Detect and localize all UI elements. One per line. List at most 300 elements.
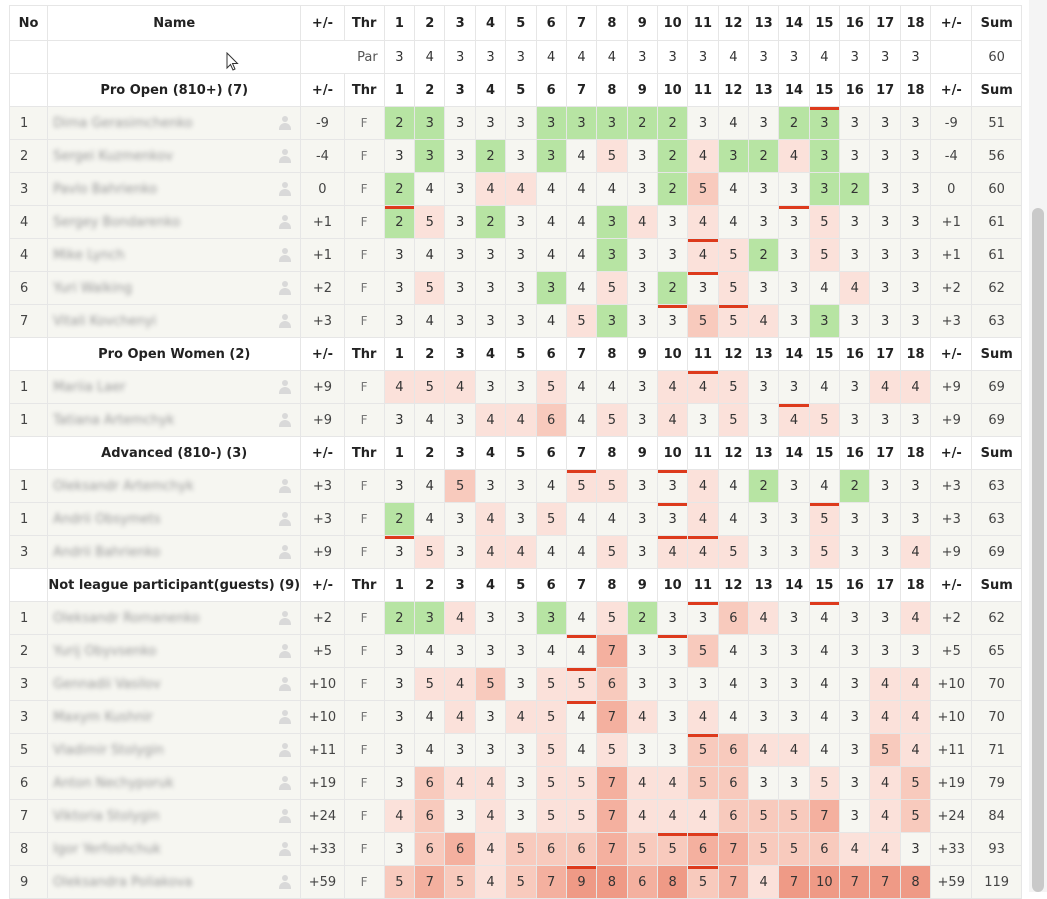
player-thr: F bbox=[344, 371, 384, 404]
table-row[interactable] bbox=[10, 734, 1022, 767]
hole-score-18: 3 bbox=[900, 173, 930, 206]
player-name[interactable]: Sergei Kuzmenkov bbox=[53, 148, 173, 164]
hole-score-13: 3 bbox=[749, 503, 779, 536]
table-row[interactable] bbox=[10, 602, 1022, 635]
avatar-body bbox=[279, 189, 291, 196]
hole-score-3: 5 bbox=[445, 866, 475, 899]
results-body bbox=[10, 6, 1022, 899]
player-name[interactable]: Oleksandr Artemchyk bbox=[53, 478, 194, 494]
player-plusminus-total: +1 bbox=[931, 206, 972, 239]
user-avatar-icon bbox=[278, 710, 292, 724]
avatar-body bbox=[279, 684, 291, 691]
hole-score-6: 5 bbox=[536, 734, 566, 767]
hole-header-12: 12 bbox=[718, 338, 748, 371]
hole-score-15: 3 bbox=[809, 140, 839, 173]
hole-header-11: 11 bbox=[688, 74, 718, 107]
player-sum: 60 bbox=[972, 173, 1022, 206]
hole-score-18: 5 bbox=[900, 767, 930, 800]
hole-score-6: 5 bbox=[536, 800, 566, 833]
hole-header-6: 6 bbox=[536, 6, 566, 41]
avatar-head bbox=[282, 413, 288, 419]
table-row[interactable] bbox=[10, 536, 1022, 569]
hole-header-4: 4 bbox=[475, 74, 505, 107]
user-avatar-icon bbox=[278, 149, 292, 163]
hole-score-7: 6 bbox=[566, 833, 596, 866]
hole-score-17: 3 bbox=[870, 503, 900, 536]
hole-score-9: 3 bbox=[627, 503, 657, 536]
hole-score-9: 3 bbox=[627, 668, 657, 701]
hole-score-13: 4 bbox=[749, 734, 779, 767]
hole-score-5: 3 bbox=[506, 800, 536, 833]
table-row[interactable] bbox=[10, 239, 1022, 272]
hole-score-6: 3 bbox=[536, 107, 566, 140]
player-plusminus: +9 bbox=[301, 536, 344, 569]
hole-header-2: 2 bbox=[415, 74, 445, 107]
player-name-cell[interactable] bbox=[48, 866, 301, 899]
hole-score-3: 3 bbox=[445, 734, 475, 767]
player-name-cell[interactable] bbox=[48, 371, 301, 404]
hole-score-3: 3 bbox=[445, 239, 475, 272]
avatar-body bbox=[279, 420, 291, 427]
player-rank: 1 bbox=[10, 107, 48, 140]
hole-score-12: 4 bbox=[718, 470, 748, 503]
player-plusminus-total: +59 bbox=[931, 866, 972, 899]
hole-score-10: 5 bbox=[657, 833, 687, 866]
hole-score-14: 3 bbox=[779, 206, 809, 239]
hole-score-13: 3 bbox=[749, 173, 779, 206]
player-thr: F bbox=[344, 107, 384, 140]
hole-score-13: 2 bbox=[749, 140, 779, 173]
player-name-cell[interactable] bbox=[48, 140, 301, 173]
hole-score-17: 3 bbox=[870, 602, 900, 635]
hole-score-8: 3 bbox=[597, 239, 627, 272]
hole-score-18: 3 bbox=[900, 833, 930, 866]
avatar-body bbox=[279, 651, 291, 658]
hole-score-16: 3 bbox=[840, 404, 870, 437]
hole-score-7: 9 bbox=[566, 866, 596, 899]
hole-score-18: 3 bbox=[900, 239, 930, 272]
division-header-row bbox=[10, 569, 1022, 602]
player-name-cell[interactable] bbox=[48, 272, 301, 305]
hole-header-11: 11 bbox=[688, 6, 718, 41]
player-name[interactable]: Anton Nechyporuk bbox=[53, 775, 174, 791]
avatar-head bbox=[282, 611, 288, 617]
player-plusminus: +2 bbox=[301, 602, 344, 635]
hole-score-18: 3 bbox=[900, 140, 930, 173]
hole-score-7: 4 bbox=[566, 734, 596, 767]
player-name[interactable]: Gennadii Vasilov bbox=[53, 676, 161, 692]
table-row[interactable] bbox=[10, 173, 1022, 206]
hole-score-10: 3 bbox=[657, 602, 687, 635]
player-name-cell[interactable] bbox=[48, 404, 301, 437]
par-blank-cell bbox=[10, 41, 48, 74]
hole-score-3: 6 bbox=[445, 833, 475, 866]
scrollbar-thumb[interactable] bbox=[1032, 208, 1044, 892]
hole-score-11: 3 bbox=[688, 404, 718, 437]
hole-score-12: 6 bbox=[718, 602, 748, 635]
hole-score-12: 5 bbox=[718, 371, 748, 404]
par-hole-16: 3 bbox=[840, 41, 870, 74]
hole-header-3: 3 bbox=[445, 74, 475, 107]
table-row[interactable] bbox=[10, 371, 1022, 404]
hole-header-9: 9 bbox=[627, 569, 657, 602]
hole-score-2: 4 bbox=[415, 470, 445, 503]
hole-score-10: 3 bbox=[657, 470, 687, 503]
table-row[interactable] bbox=[10, 800, 1022, 833]
division-blank-cell bbox=[10, 437, 48, 470]
hole-score-7: 4 bbox=[566, 272, 596, 305]
avatar-head bbox=[282, 842, 288, 848]
hole-score-14: 4 bbox=[779, 734, 809, 767]
hole-header-12: 12 bbox=[718, 6, 748, 41]
hole-score-10: 3 bbox=[657, 305, 687, 338]
player-name-cell[interactable] bbox=[48, 470, 301, 503]
hole-score-15: 5 bbox=[809, 239, 839, 272]
par-blank-cell bbox=[48, 41, 301, 74]
avatar-body bbox=[279, 222, 291, 229]
hole-header-1: 1 bbox=[384, 74, 414, 107]
player-sum: 69 bbox=[972, 536, 1022, 569]
player-sum: 71 bbox=[972, 734, 1022, 767]
hole-score-9: 2 bbox=[627, 107, 657, 140]
player-plusminus-total: +10 bbox=[931, 701, 972, 734]
player-name-cell[interactable] bbox=[48, 602, 301, 635]
hole-score-11: 4 bbox=[688, 470, 718, 503]
player-thr: F bbox=[344, 833, 384, 866]
hole-score-8: 5 bbox=[597, 536, 627, 569]
player-name-cell[interactable] bbox=[48, 800, 301, 833]
hole-score-2: 3 bbox=[415, 140, 445, 173]
player-name-cell[interactable] bbox=[48, 767, 301, 800]
table-row[interactable] bbox=[10, 470, 1022, 503]
hole-header-13: 13 bbox=[749, 338, 779, 371]
hole-header-18: 18 bbox=[900, 74, 930, 107]
par-hole-11: 3 bbox=[688, 41, 718, 74]
hole-score-7: 4 bbox=[566, 140, 596, 173]
hole-score-10: 4 bbox=[657, 536, 687, 569]
hole-score-17: 3 bbox=[870, 173, 900, 206]
table-row[interactable] bbox=[10, 767, 1022, 800]
hole-score-6: 6 bbox=[536, 404, 566, 437]
col-plusminus-header: +/- bbox=[301, 437, 344, 470]
player-name-cell[interactable] bbox=[48, 305, 301, 338]
hole-header-2: 2 bbox=[415, 437, 445, 470]
hole-score-7: 4 bbox=[566, 371, 596, 404]
hole-header-7: 7 bbox=[566, 569, 596, 602]
hole-score-8: 3 bbox=[597, 206, 627, 239]
player-name-cell[interactable] bbox=[48, 239, 301, 272]
player-plusminus: +11 bbox=[301, 734, 344, 767]
table-row[interactable] bbox=[10, 503, 1022, 536]
table-row[interactable] bbox=[10, 206, 1022, 239]
hole-score-12: 4 bbox=[718, 668, 748, 701]
hole-score-2: 5 bbox=[415, 371, 445, 404]
hole-score-4: 3 bbox=[475, 635, 505, 668]
player-name[interactable]: Yuri Walking bbox=[53, 280, 133, 296]
player-name[interactable]: Maxym Kushnir bbox=[53, 709, 153, 725]
hole-header-11: 11 bbox=[688, 437, 718, 470]
hole-score-13: 5 bbox=[749, 800, 779, 833]
hole-score-3: 3 bbox=[445, 305, 475, 338]
hole-score-16: 3 bbox=[840, 668, 870, 701]
hole-score-5: 5 bbox=[506, 833, 536, 866]
hole-score-9: 3 bbox=[627, 371, 657, 404]
division-blank-cell bbox=[10, 338, 48, 371]
col-sum-header: Sum bbox=[972, 569, 1022, 602]
hole-score-4: 3 bbox=[475, 470, 505, 503]
hole-score-12: 5 bbox=[718, 404, 748, 437]
hole-score-4: 4 bbox=[475, 503, 505, 536]
hole-header-17: 17 bbox=[870, 338, 900, 371]
hole-score-8: 5 bbox=[597, 734, 627, 767]
hole-score-6: 5 bbox=[536, 767, 566, 800]
hole-score-4: 4 bbox=[475, 767, 505, 800]
hole-header-18: 18 bbox=[900, 6, 930, 41]
hole-score-15: 3 bbox=[809, 173, 839, 206]
player-thr: F bbox=[344, 272, 384, 305]
hole-score-1: 2 bbox=[384, 107, 414, 140]
par-hole-18: 3 bbox=[900, 41, 930, 74]
hole-score-4: 3 bbox=[475, 239, 505, 272]
hole-score-7: 5 bbox=[566, 668, 596, 701]
hole-score-16: 3 bbox=[840, 239, 870, 272]
hole-score-4: 4 bbox=[475, 536, 505, 569]
col-thr-header: Thr bbox=[344, 338, 384, 371]
hole-score-9: 3 bbox=[627, 173, 657, 206]
hole-score-9: 3 bbox=[627, 470, 657, 503]
player-name[interactable]: Tatiana Artemchyk bbox=[53, 412, 175, 428]
hole-score-12: 4 bbox=[718, 635, 748, 668]
player-rank: 1 bbox=[10, 470, 48, 503]
player-name[interactable]: Andrii Obsymets bbox=[53, 511, 161, 527]
player-plusminus: -4 bbox=[301, 140, 344, 173]
hole-score-18: 4 bbox=[900, 701, 930, 734]
player-thr: F bbox=[344, 767, 384, 800]
hole-score-15: 4 bbox=[809, 734, 839, 767]
avatar-body bbox=[279, 618, 291, 625]
player-name[interactable]: Oleksandr Romanenko bbox=[53, 610, 200, 626]
hole-score-5: 3 bbox=[506, 239, 536, 272]
hole-score-18: 3 bbox=[900, 635, 930, 668]
player-plusminus-total: +9 bbox=[931, 404, 972, 437]
player-name-cell[interactable] bbox=[48, 107, 301, 140]
hole-header-13: 13 bbox=[749, 569, 779, 602]
hole-score-12: 5 bbox=[718, 239, 748, 272]
player-name[interactable]: Mariia Laer bbox=[53, 379, 126, 395]
table-row[interactable] bbox=[10, 305, 1022, 338]
hole-score-7: 5 bbox=[566, 800, 596, 833]
player-name[interactable]: Pavlo Bahrienko bbox=[53, 181, 158, 197]
hole-score-18: 5 bbox=[900, 800, 930, 833]
player-name[interactable]: Sergey Bondarenko bbox=[53, 214, 181, 230]
hole-score-12: 4 bbox=[718, 206, 748, 239]
player-thr: F bbox=[344, 635, 384, 668]
player-name-cell[interactable] bbox=[48, 635, 301, 668]
hole-score-4: 5 bbox=[475, 668, 505, 701]
player-name-cell[interactable] bbox=[48, 668, 301, 701]
hole-score-10: 3 bbox=[657, 239, 687, 272]
hole-score-7: 4 bbox=[566, 239, 596, 272]
player-name[interactable]: Mike Lynch bbox=[53, 247, 125, 263]
hole-score-15: 7 bbox=[809, 800, 839, 833]
hole-score-16: 3 bbox=[840, 635, 870, 668]
avatar-head bbox=[282, 248, 288, 254]
hole-score-15: 4 bbox=[809, 635, 839, 668]
hole-score-1: 4 bbox=[384, 800, 414, 833]
avatar-head bbox=[282, 644, 288, 650]
hole-header-11: 11 bbox=[688, 338, 718, 371]
table-row[interactable] bbox=[10, 404, 1022, 437]
player-name[interactable]: Andrii Bahrienko bbox=[53, 544, 161, 560]
hole-score-4: 3 bbox=[475, 272, 505, 305]
col-thr-header: Thr bbox=[344, 569, 384, 602]
player-plusminus: +24 bbox=[301, 800, 344, 833]
hole-score-15: 4 bbox=[809, 371, 839, 404]
table-row[interactable] bbox=[10, 107, 1022, 140]
player-thr: F bbox=[344, 305, 384, 338]
player-sum: 84 bbox=[972, 800, 1022, 833]
division-blank-cell bbox=[10, 569, 48, 602]
results-table bbox=[9, 5, 1022, 899]
player-sum: 61 bbox=[972, 239, 1022, 272]
hole-score-16: 3 bbox=[840, 140, 870, 173]
hole-score-4: 2 bbox=[475, 206, 505, 239]
division-title: Pro Open Women (2) bbox=[48, 338, 301, 371]
hole-score-3: 3 bbox=[445, 107, 475, 140]
hole-score-11: 3 bbox=[688, 107, 718, 140]
table-row[interactable] bbox=[10, 635, 1022, 668]
division-header-row bbox=[10, 74, 1022, 107]
hole-score-6: 5 bbox=[536, 701, 566, 734]
table-row[interactable] bbox=[10, 140, 1022, 173]
table-row[interactable] bbox=[10, 668, 1022, 701]
hole-score-3: 3 bbox=[445, 536, 475, 569]
hole-header-10: 10 bbox=[657, 338, 687, 371]
hole-score-7: 4 bbox=[566, 173, 596, 206]
table-row[interactable] bbox=[10, 866, 1022, 899]
hole-header-6: 6 bbox=[536, 437, 566, 470]
player-name[interactable]: Igor Yerfoshchuk bbox=[53, 841, 161, 857]
hole-score-15: 4 bbox=[809, 602, 839, 635]
player-plusminus-total: +19 bbox=[931, 767, 972, 800]
avatar-body bbox=[279, 255, 291, 262]
player-name-cell[interactable] bbox=[48, 734, 301, 767]
hole-score-9: 6 bbox=[627, 866, 657, 899]
avatar-head bbox=[282, 380, 288, 386]
player-plusminus-total: +3 bbox=[931, 503, 972, 536]
hole-score-16: 3 bbox=[840, 602, 870, 635]
hole-score-8: 5 bbox=[597, 602, 627, 635]
player-name-cell[interactable] bbox=[48, 701, 301, 734]
hole-header-3: 3 bbox=[445, 338, 475, 371]
hole-header-13: 13 bbox=[749, 6, 779, 41]
hole-score-10: 3 bbox=[657, 635, 687, 668]
hole-score-14: 4 bbox=[779, 140, 809, 173]
hole-score-5: 4 bbox=[506, 701, 536, 734]
hole-score-5: 3 bbox=[506, 767, 536, 800]
player-plusminus-total: +2 bbox=[931, 272, 972, 305]
table-row[interactable] bbox=[10, 272, 1022, 305]
hole-score-4: 4 bbox=[475, 833, 505, 866]
user-avatar-icon bbox=[278, 644, 292, 658]
hole-score-16: 3 bbox=[840, 107, 870, 140]
player-plusminus-total: +1 bbox=[931, 239, 972, 272]
hole-score-7: 5 bbox=[566, 767, 596, 800]
user-avatar-icon bbox=[278, 809, 292, 823]
hole-header-4: 4 bbox=[475, 437, 505, 470]
player-name[interactable]: Vladimir Stolygin bbox=[53, 742, 164, 758]
hole-header-14: 14 bbox=[779, 74, 809, 107]
avatar-head bbox=[282, 281, 288, 287]
player-rank: 7 bbox=[10, 305, 48, 338]
hole-score-12: 4 bbox=[718, 173, 748, 206]
hole-score-10: 2 bbox=[657, 107, 687, 140]
hole-score-7: 4 bbox=[566, 404, 596, 437]
player-plusminus: 0 bbox=[301, 173, 344, 206]
hole-score-8: 5 bbox=[597, 470, 627, 503]
hole-score-16: 3 bbox=[840, 503, 870, 536]
hole-score-18: 4 bbox=[900, 602, 930, 635]
player-name[interactable]: Viktoria Stolygin bbox=[53, 808, 160, 824]
avatar-head bbox=[282, 545, 288, 551]
hole-score-13: 4 bbox=[749, 602, 779, 635]
table-row[interactable] bbox=[10, 833, 1022, 866]
hole-score-5: 3 bbox=[506, 107, 536, 140]
player-name[interactable]: Oleksandra Poliakova bbox=[53, 874, 193, 890]
hole-score-3: 3 bbox=[445, 173, 475, 206]
hole-score-11: 5 bbox=[688, 305, 718, 338]
player-name-cell[interactable] bbox=[48, 833, 301, 866]
player-plusminus: +3 bbox=[301, 470, 344, 503]
hole-header-15: 15 bbox=[809, 338, 839, 371]
player-name-cell[interactable] bbox=[48, 503, 301, 536]
player-sum: 63 bbox=[972, 305, 1022, 338]
player-rank: 3 bbox=[10, 668, 48, 701]
hole-score-6: 5 bbox=[536, 668, 566, 701]
hole-header-10: 10 bbox=[657, 6, 687, 41]
hole-score-14: 3 bbox=[779, 371, 809, 404]
player-name[interactable]: Vitali Kovchenyi bbox=[53, 313, 157, 329]
table-row[interactable] bbox=[10, 701, 1022, 734]
player-name[interactable]: Dima Gerasimchenko bbox=[53, 115, 193, 131]
player-rank: 2 bbox=[10, 635, 48, 668]
hole-score-9: 3 bbox=[627, 239, 657, 272]
player-name-cell[interactable] bbox=[48, 206, 301, 239]
player-name-cell[interactable] bbox=[48, 173, 301, 206]
hole-score-14: 3 bbox=[779, 239, 809, 272]
hole-header-3: 3 bbox=[445, 569, 475, 602]
hole-score-5: 3 bbox=[506, 602, 536, 635]
division-header-row bbox=[10, 437, 1022, 470]
vertical-scrollbar[interactable] bbox=[1029, 0, 1047, 892]
hole-score-4: 3 bbox=[475, 602, 505, 635]
col-thr-header: Thr bbox=[344, 74, 384, 107]
hole-score-11: 5 bbox=[688, 734, 718, 767]
hole-header-10: 10 bbox=[657, 74, 687, 107]
player-name[interactable]: Yurij Obyvsenko bbox=[53, 643, 157, 659]
player-rank: 1 bbox=[10, 602, 48, 635]
player-plusminus-total: 0 bbox=[931, 173, 972, 206]
hole-score-8: 4 bbox=[597, 371, 627, 404]
hole-score-10: 4 bbox=[657, 767, 687, 800]
col-sum-header: Sum bbox=[972, 338, 1022, 371]
player-plusminus: +10 bbox=[301, 701, 344, 734]
player-name-cell[interactable] bbox=[48, 536, 301, 569]
hole-score-14: 2 bbox=[779, 107, 809, 140]
hole-score-1: 2 bbox=[384, 602, 414, 635]
hole-score-5: 3 bbox=[506, 668, 536, 701]
hole-score-10: 2 bbox=[657, 173, 687, 206]
